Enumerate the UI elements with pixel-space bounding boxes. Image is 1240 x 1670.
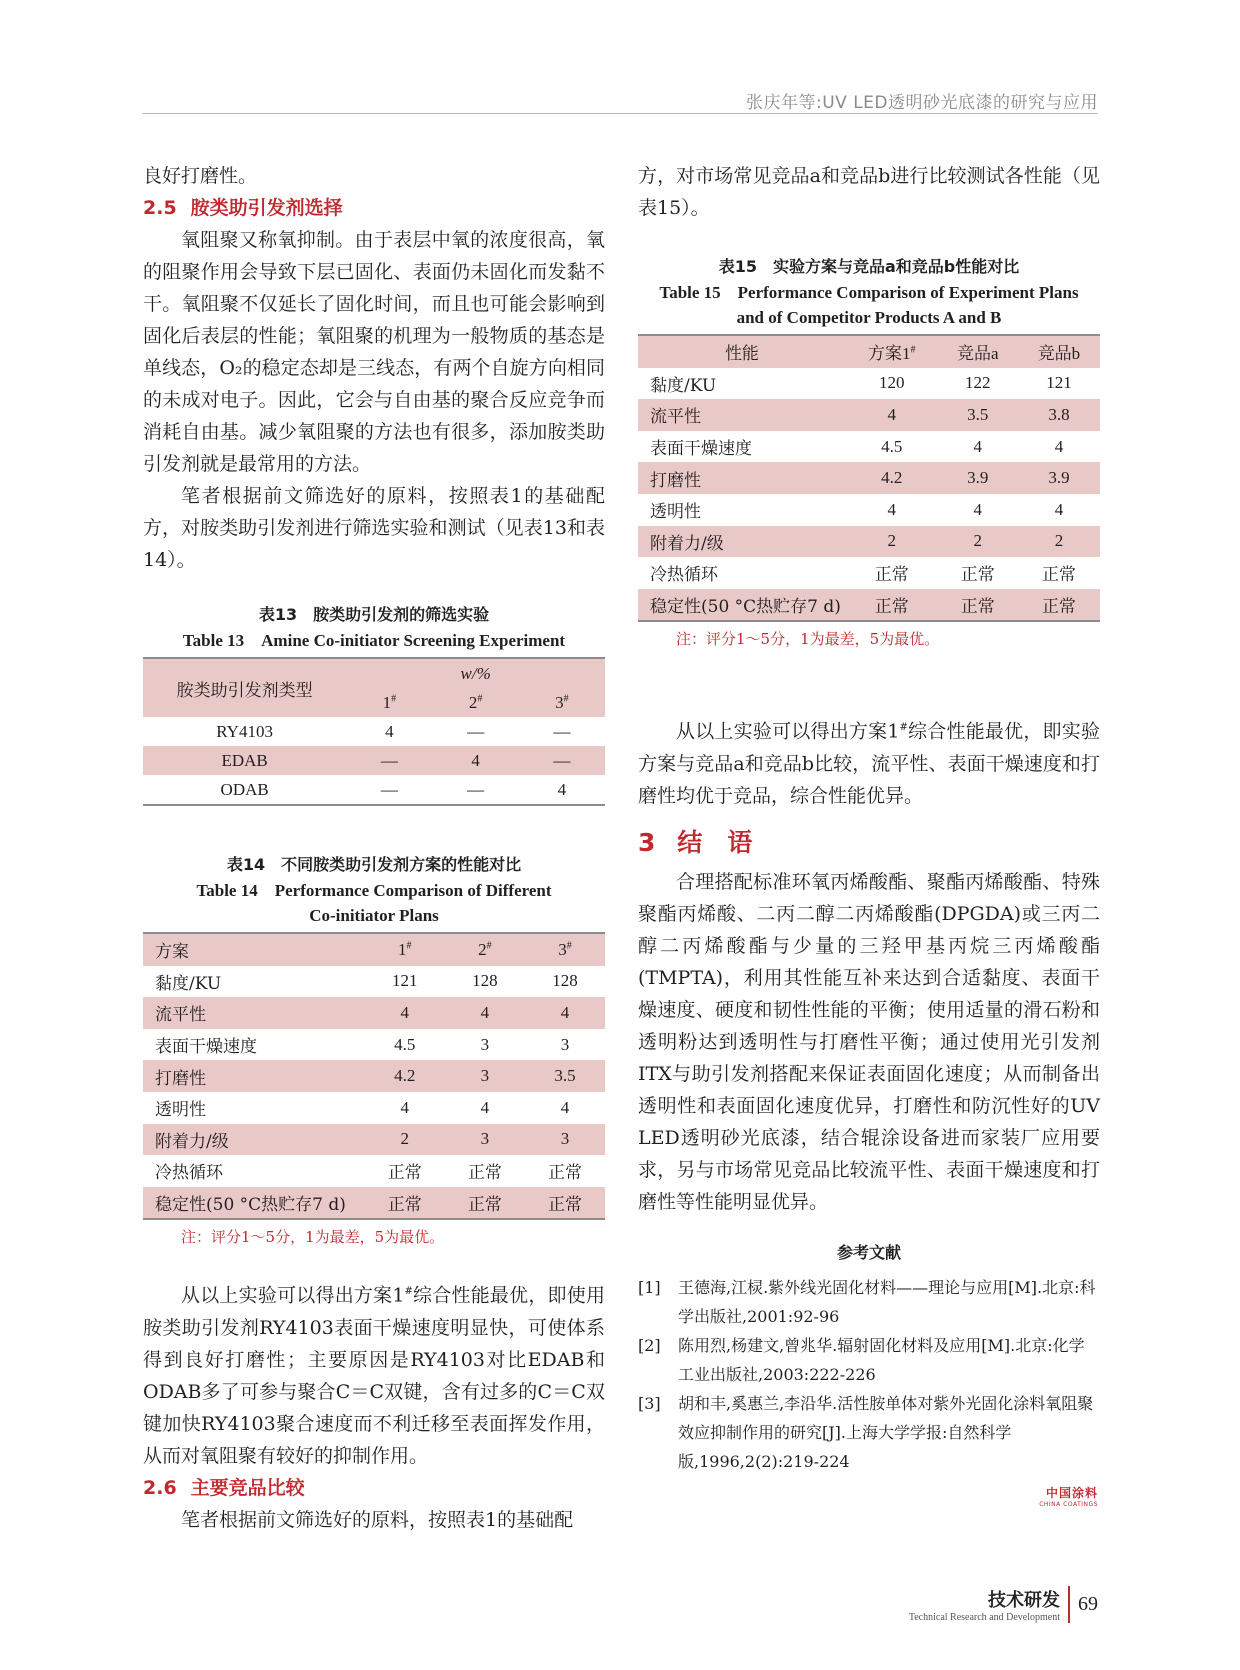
logo-cn: 中国涂料 [1045, 1486, 1098, 1500]
table-cell: 128 [552, 971, 578, 991]
table-cell: 3 [560, 1034, 570, 1054]
table-cell: 3.9 [1018, 462, 1100, 494]
table-cell: 4.2 [365, 1060, 445, 1092]
table-cell-label: 冷热循环 [650, 565, 718, 586]
table-cell: 4 [887, 499, 897, 519]
table14-header-3: 3# [525, 933, 605, 966]
section-heading-2-6 [143, 1472, 605, 1504]
chapter-heading-3 [638, 826, 1100, 860]
table14-caption-en-1: Table 14 Performance Comparison of Different [196, 881, 552, 900]
table-cell: 4 [365, 997, 445, 1029]
table-cell: 4.2 [846, 462, 938, 494]
table-cell-label: 稳定性(50 °C热贮存7 d) [143, 1187, 365, 1220]
paragraph-conclusion: 合理搭配标准环氧丙烯酸酯、聚酯丙烯酸酯、特殊聚酯丙烯酸、二丙二醇二丙烯酸酯(DPGDA)或三丙二醇二丙烯酸酯与少量的三羟甲基丙烷三丙烯酸酯(TMPTA)，利用其性能互补来达到合适黏度、表面干燥速度、硬度和韧性性能的平衡；使用适量的滑石粉和透明粉达到透明性与打磨性平衡；通过使用光引发剂ITX与助引发剂搭配来保证表面固化速度；从而制备出透明性和表面固化速度优异，打磨性和防沉性好的UV LED透明砂光底漆，结合辊涂设备进而家装厂应用要求，另与市场常见竞品比较流平性、表面干燥速度和打磨性等性能明显优异。 [638, 870, 1100, 1213]
section-title: 主要竞品比较 [190, 1476, 305, 1499]
paragraph-continuation: 良好打磨性。 [143, 165, 258, 187]
table14-caption-cn: 表14 不同胺类助引发剂方案的性能对比 [226, 855, 522, 874]
table-cell-label: 打磨性 [143, 1060, 365, 1092]
table-cell: 121 [1046, 373, 1072, 393]
table-row [143, 1092, 605, 1124]
table-cell-label: 表面干燥速度 [155, 1037, 257, 1058]
table15-caption-en-1: Table 15 Performance Comparison of Experiment Plans [659, 283, 1079, 302]
table-cell: 4 [525, 997, 605, 1029]
references-list [638, 1273, 1100, 1476]
table-cell: 2 [365, 1124, 445, 1156]
footer-section-en: Technical Research and Development [908, 1612, 1060, 1623]
reference-number: [2] [638, 1335, 661, 1355]
table-cell: — [553, 721, 571, 741]
table-cell-label: 打磨性 [638, 462, 846, 494]
references-title: 参考文献 [836, 1242, 901, 1262]
logo-en: CHINA COATINGS [1039, 1501, 1098, 1508]
table-cell-label: EDAB [143, 746, 346, 775]
table-cell: — [346, 746, 432, 775]
table-row [638, 526, 1100, 558]
table-cell: 正常 [387, 1163, 422, 1183]
table-cell: 4 [385, 721, 394, 741]
section-number: 2.5 [143, 197, 177, 219]
paragraph-competitor-intro: 笔者根据前文筛选好的原料，按照表1的基础配 [181, 1508, 574, 1531]
table-cell-label: 黏度/KU [650, 375, 717, 396]
table-cell-label: 稳定性(50 °C热贮存7 d) [638, 589, 846, 622]
table-cell: 正常 [365, 1187, 445, 1220]
table-cell: 4 [973, 499, 983, 519]
table-row [143, 997, 605, 1029]
table-cell: 2 [938, 526, 1018, 558]
header-rule [142, 113, 1098, 114]
table14-note: 注：评分1～5分，1为最差，5为最优。 [181, 1228, 445, 1247]
table-cell: 128 [472, 971, 498, 991]
table-row [143, 1155, 605, 1187]
table-cell: 4 [973, 436, 983, 456]
table-cell: 4 [480, 1097, 490, 1117]
china-coatings-logo [1039, 1484, 1098, 1508]
table-cell: 正常 [1018, 589, 1100, 622]
table15-caption-en-2: and of Competitor Products A and B [736, 308, 1002, 327]
table-cell: 3.9 [938, 462, 1018, 494]
page-number: 69 [1078, 1593, 1098, 1615]
table-cell-label: RY4103 [216, 721, 273, 741]
table13 [143, 657, 605, 806]
table-row [143, 1060, 605, 1092]
reference-item [638, 1389, 1100, 1476]
table-cell-label: 流平性 [638, 399, 846, 431]
table-cell: 122 [965, 373, 991, 393]
table-cell: 正常 [960, 565, 995, 585]
table13-col-2: 2# [433, 688, 519, 717]
table15-header-3: 竞品b [1018, 335, 1100, 368]
table13-col-1: 1# [346, 688, 432, 717]
table-cell: 正常 [547, 1163, 582, 1183]
table-cell: 4 [433, 746, 519, 775]
table13-group-header: w/% [346, 658, 605, 688]
table-cell: — [519, 746, 605, 775]
table-cell: 正常 [874, 565, 909, 585]
table-cell: 正常 [525, 1187, 605, 1220]
table-cell: 2 [846, 526, 938, 558]
table-cell: — [467, 779, 485, 799]
reference-number: [3] [638, 1393, 661, 1413]
table13-caption-en: Table 13 Amine Co-initiator Screening Experiment [182, 631, 566, 650]
table-cell: 4.5 [394, 1034, 416, 1054]
table-cell: 4 [400, 1097, 410, 1117]
paragraph-table14-conclusion: 从以上实验可以得出方案1#综合性能最优，即使用胺类助引发剂RY4103表面干燥速度明显快，可使体系得到良好打磨性；主要原因是RY4103对比EDAB和ODAB多了可参与聚合C＝C双键，含有过多的C＝C双键加快RY4103聚合速度而不利迁移至表面挥发作用，从而对氧阻聚有较好的抑制作用。 [143, 1284, 605, 1467]
table-cell: 正常 [1041, 565, 1076, 585]
table-row [143, 966, 605, 998]
section-title: 胺类助引发剂选择 [190, 197, 343, 219]
table-cell-label: 表面干燥速度 [650, 439, 752, 460]
table-cell-label: 透明性 [155, 1100, 206, 1121]
table-row [143, 1029, 605, 1061]
paragraph-table15-conclusion: 从以上实验可以得出方案1#综合性能最优，即实验方案与竞品a和竞品b比较，流平性、表面干燥速度和打磨性均优于竞品，综合性能优异。 [638, 720, 1100, 807]
table-row [638, 462, 1100, 494]
page-footer [909, 1586, 1098, 1623]
table-cell: 3 [480, 1034, 490, 1054]
section-number: 2.6 [143, 1476, 177, 1499]
table-row [143, 717, 605, 746]
chapter-title: 结 语 [677, 827, 753, 857]
table-cell: 4 [560, 1097, 570, 1117]
table-cell: 正常 [467, 1163, 502, 1183]
table-row [638, 431, 1100, 463]
table15-header-1: 方案1# [846, 335, 938, 368]
table-row [638, 589, 1100, 622]
table14-header-2: 2# [445, 933, 525, 966]
table-cell: 4 [1054, 499, 1064, 519]
table-cell: 4.5 [881, 436, 903, 456]
table-cell: 3 [445, 1060, 525, 1092]
table-cell-label: 黏度/KU [155, 973, 222, 994]
table15-header-2: 竞品a [938, 335, 1018, 368]
reference-number: [1] [638, 1277, 661, 1297]
chapter-number: 3 [638, 827, 656, 857]
table-cell-label: 流平性 [143, 997, 365, 1029]
left-column [143, 160, 605, 1536]
table-cell: 3.5 [938, 399, 1018, 431]
footer-section-cn: 技术研发 [988, 1590, 1060, 1611]
table-cell-label: 附着力/级 [638, 526, 846, 558]
table-cell-label: 附着力/级 [143, 1124, 365, 1156]
table-row [143, 1187, 605, 1220]
reference-item [638, 1273, 1100, 1331]
table14-caption-en-2: Co-initiator Plans [309, 906, 439, 925]
table-cell: — [380, 779, 398, 799]
table-row [638, 557, 1100, 589]
table-cell: 4 [1054, 436, 1064, 456]
table-cell-label: 透明性 [650, 502, 701, 523]
table-cell: 正常 [846, 589, 938, 622]
table-cell: 3.5 [525, 1060, 605, 1092]
table14-header-label: 方案 [143, 933, 365, 966]
paragraph-screening-intro: 笔者根据前文筛选好的原料，按照表1的基础配方，对胺类助引发剂进行筛选实验和测试（见表13和表14）。 [143, 485, 605, 571]
table15-header-label: 性能 [638, 335, 846, 368]
table-row [638, 368, 1100, 400]
paragraph-oxygen-inhibition: 氧阻聚又称氧抑制。由于表层中氧的浓度很高，氧的阻聚作用会导致下层已固化、表面仍未固化而发黏不干。氧阻聚不仅延长了固化时间，而且也可能会影响到固化后表层的性能；氧阻聚的机理为一般物质的基态是单线态，O₂的稳定态却是三线态，有两个自旋方向相同的未成对电子。因此，它会与自由基的聚合反应竞争而消耗自由基。减少氧阻聚的方法也有很多，添加胺类助引发剂就是最常用的方法。 [143, 229, 605, 475]
table-row [143, 746, 605, 775]
reference-item [638, 1331, 1100, 1389]
table-row [143, 775, 605, 805]
table-row [638, 399, 1100, 431]
table-row [638, 494, 1100, 526]
table-cell: 4 [846, 399, 938, 431]
table-cell: 3.8 [1018, 399, 1100, 431]
table15-note: 注：评分1～5分，1为最差，5为最优。 [676, 630, 940, 649]
paragraph-continuation: 方，对市场常见竞品a和竞品b进行比较测试各性能（见表15）。 [638, 165, 1100, 219]
table-cell: 2 [1018, 526, 1100, 558]
table13-row-header: 胺类助引发剂类型 [143, 658, 346, 717]
table-cell: 正常 [445, 1187, 525, 1220]
table14-header-1: 1# [365, 933, 445, 966]
footer-section [909, 1586, 1070, 1623]
table13-caption-cn: 表13 胺类助引发剂的筛选实验 [258, 605, 490, 624]
table-cell: 120 [879, 373, 905, 393]
right-column [638, 160, 1100, 1476]
table13-col-3: 3# [519, 688, 605, 717]
table-cell: 4 [557, 779, 567, 799]
table-cell: 121 [392, 971, 418, 991]
reference-text: 王德海,江棂.紫外线光固化材料——理论与应用[M].北京:科学出版社,2001:92-96 [678, 1277, 1096, 1326]
table15-caption-cn: 表15 实验方案与竞品a和竞品b性能对比 [718, 257, 1020, 276]
table-cell: — [467, 721, 485, 741]
table14 [143, 932, 605, 1220]
table-cell: 3 [445, 1124, 525, 1156]
table-cell-label: ODAB [220, 779, 269, 799]
table-row [143, 1124, 605, 1156]
reference-text: 陈用烈,杨建文,曾兆华.辐射固化材料及应用[M].北京:化学工业出版社,2003:222-226 [678, 1335, 1085, 1384]
reference-text: 胡和丰,奚惠兰,李沿华.活性胺单体对紫外光固化涂料氧阻聚效应抑制作用的研究[J].上海大学学报:自然科学版,1996,2(2):219-224 [678, 1393, 1094, 1471]
table-cell: 4 [445, 997, 525, 1029]
table15 [638, 334, 1100, 622]
table-cell: 正常 [938, 589, 1018, 622]
table-cell: 3 [525, 1124, 605, 1156]
running-header: 张庆年等:UV LED透明砂光底漆的研究与应用 [745, 93, 1098, 113]
table-cell-label: 冷热循环 [155, 1163, 223, 1184]
section-heading-2-5 [143, 192, 605, 224]
